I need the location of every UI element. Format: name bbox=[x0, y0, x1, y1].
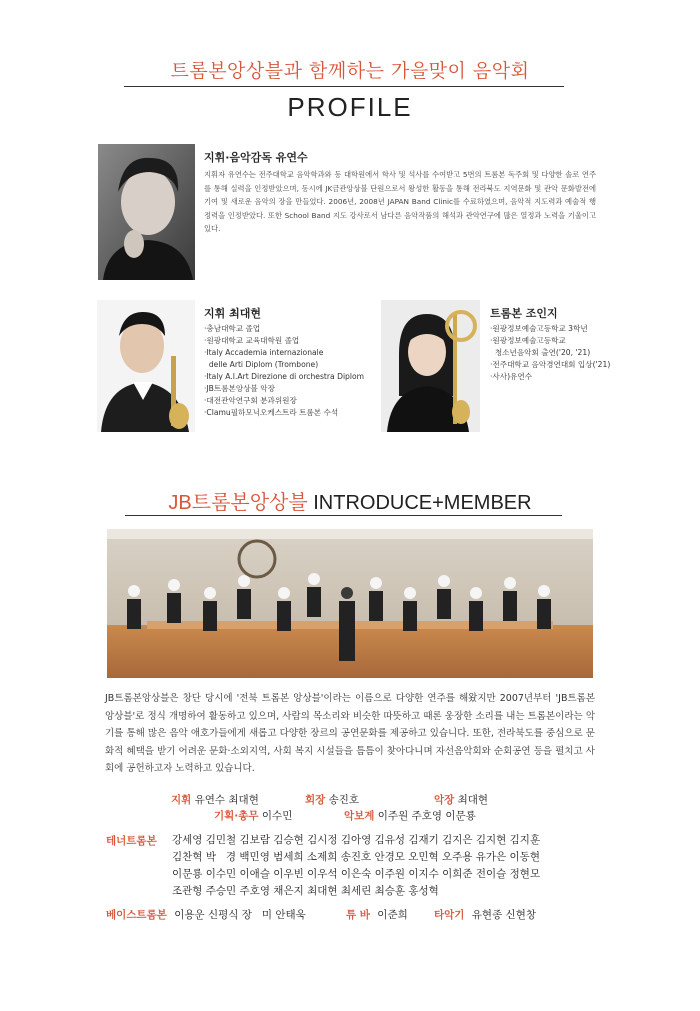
member-names: 송진호 bbox=[328, 794, 360, 806]
list-item: 청소년음악회 출연('20, '21) bbox=[490, 348, 591, 357]
trombone-player-photo bbox=[381, 300, 480, 432]
role-label: 회장 bbox=[305, 794, 326, 806]
list-item: ·Clamu필하모닉오케스트라 트롬본 수석 bbox=[204, 408, 339, 417]
list-item: delle Arti Diplom (Trombone) bbox=[204, 360, 319, 369]
member-concertmaster bbox=[434, 792, 488, 807]
member-tenor-list bbox=[172, 832, 540, 900]
ensemble-photo bbox=[107, 529, 593, 678]
role-label: 테너트롬본 bbox=[106, 835, 157, 847]
member-names: 최대현 bbox=[457, 794, 489, 806]
role-label: 튜 바 bbox=[346, 909, 370, 921]
list-item: ·사사)유연수 bbox=[490, 372, 533, 381]
member-librarian bbox=[344, 808, 476, 823]
list-item: ·Italy A.I.Art Direzione di orchestra Diplom bbox=[204, 372, 365, 381]
profile-heading: PROFILE bbox=[287, 92, 413, 122]
role-label: 기획·총무 bbox=[214, 810, 259, 822]
member-president bbox=[305, 792, 359, 807]
member-names: 이주원 주호영 이문룡 bbox=[377, 810, 476, 822]
conductor-second-career-list bbox=[204, 323, 364, 419]
trombone-player-name: 트롬본 조인지 bbox=[490, 307, 558, 320]
trombone-player-career-list bbox=[490, 323, 610, 383]
event-title: 트롬본앙상블과 함께하는 가을맞이 음악회 bbox=[170, 60, 530, 82]
list-item: ·JB트롬본앙상블 악장 bbox=[204, 384, 275, 393]
role-label: 지휘 bbox=[171, 794, 192, 806]
list-item: 김찬혁 박 경 백민영 범세희 소제희 송진호 안경모 오민혁 오주용 유가은 이동현 bbox=[172, 851, 540, 863]
conductor-main-bio: 지휘자 유연수는 전주대학교 음악학과와 동 대학원에서 학사 및 석사를 수여받고 5번의 트롬본 독주회 및 다양한 솔로 연주를 통해 실력을 인정받았으며, 동시에 JK금관앙상블 단원으로서 왕성한 활동을 통해 전라북도 지역문화 및 관악 문화발전에 기여 및 새로운 음악의 장을 만들었다. 2006년, 2008년 JAPAN Band Clinic를 수료하였으며, 음악적 지도력과 예술적 행정력을 인정받았다. 또한 School Band 지도 강사로서 남다른 음악작품의 해석과 관악연구에 많은 열정과 노력을 기울이고 있다. bbox=[204, 170, 596, 234]
member-tenor-role bbox=[106, 833, 157, 848]
list-item: 강세영 김민철 김보람 김승현 김시정 김아영 김유성 김재기 김지은 김지현 김지훈 bbox=[172, 834, 541, 846]
list-item: ·충남대학교 졸업 bbox=[204, 324, 261, 333]
role-label: 타악기 bbox=[434, 909, 465, 921]
member-tuba bbox=[346, 907, 408, 922]
conductor-main-photo bbox=[98, 144, 195, 280]
list-item: ·대전관악연구회 분과위원장 bbox=[204, 396, 297, 405]
list-item: ·원광대학교 교육대학원 졸업 bbox=[204, 336, 300, 345]
list-item: ·원광정보예술고등학교 3학년 bbox=[490, 324, 588, 333]
role-label: 베이스트롬본 bbox=[106, 909, 167, 921]
member-names: 이준희 bbox=[377, 909, 408, 921]
intro-heading-ensemble: JB트롬본앙상블 bbox=[168, 492, 308, 514]
member-percussion bbox=[434, 907, 536, 922]
list-item: ·Italy Accademia internazionale bbox=[204, 348, 324, 357]
member-planning bbox=[214, 808, 292, 823]
conductor-second-name: 지휘 최대현 bbox=[204, 307, 261, 320]
list-item: 조관형 주승민 주호영 채은지 최대현 최세린 최승훈 홍성혁 bbox=[172, 885, 439, 897]
conductor-second-photo bbox=[97, 300, 195, 432]
intro-heading-rest: INTRODUCE+MEMBER bbox=[307, 492, 532, 514]
list-item: ·원광정보예술고등학교 bbox=[490, 336, 566, 345]
intro-divider bbox=[125, 515, 562, 516]
intro-text: JB트롬본앙상블은 창단 당시에 '전북 트롬본 앙상블'이라는 이름으로 다양한 연주를 해왔지만 2007년부터 'JB트롬본 앙상블'로 정식 개명하여 활동하고 있으며, 사람의 목소리와 비슷한 따뜻하고 때론 웅장한 소리를 내는 트롬본이라는 악기를 통해 많은 음악 애호가들에게 새롭고 다양한 장르의 공연문화를 제공하고 있습니다. 또한, 전라북도를 중심으로 문화적 혜택을 받기 어려운 문화·소외지역, 사회 복지 시설들을 틈틈이 찾아다니며 자선음악회와 순회공연 등을 펼치고 사회에 공헌하고자 노력하고 있습니다. bbox=[105, 693, 595, 774]
member-names: 이수민 bbox=[261, 810, 293, 822]
intro-heading bbox=[0, 486, 700, 515]
list-item: ·전주대학교 음악경연대회 입상('21) bbox=[490, 360, 611, 369]
member-names: 유연수 최대현 bbox=[194, 794, 259, 806]
role-label: 악장 bbox=[434, 794, 455, 806]
member-conductor bbox=[171, 792, 259, 807]
member-bass bbox=[106, 907, 306, 922]
list-item: 이문룡 이수민 이애슬 이우빈 이우석 이은숙 이주원 이지수 이희준 전이슬 정현모 bbox=[172, 868, 541, 880]
header-divider bbox=[124, 86, 564, 87]
conductor-main-name: 지휘·음악감독 유연수 bbox=[204, 151, 308, 164]
member-names: 이용운 신평식 장 미 안태욱 bbox=[174, 909, 306, 921]
member-names: 유현종 신현창 bbox=[471, 909, 536, 921]
role-label: 악보계 bbox=[344, 810, 375, 822]
